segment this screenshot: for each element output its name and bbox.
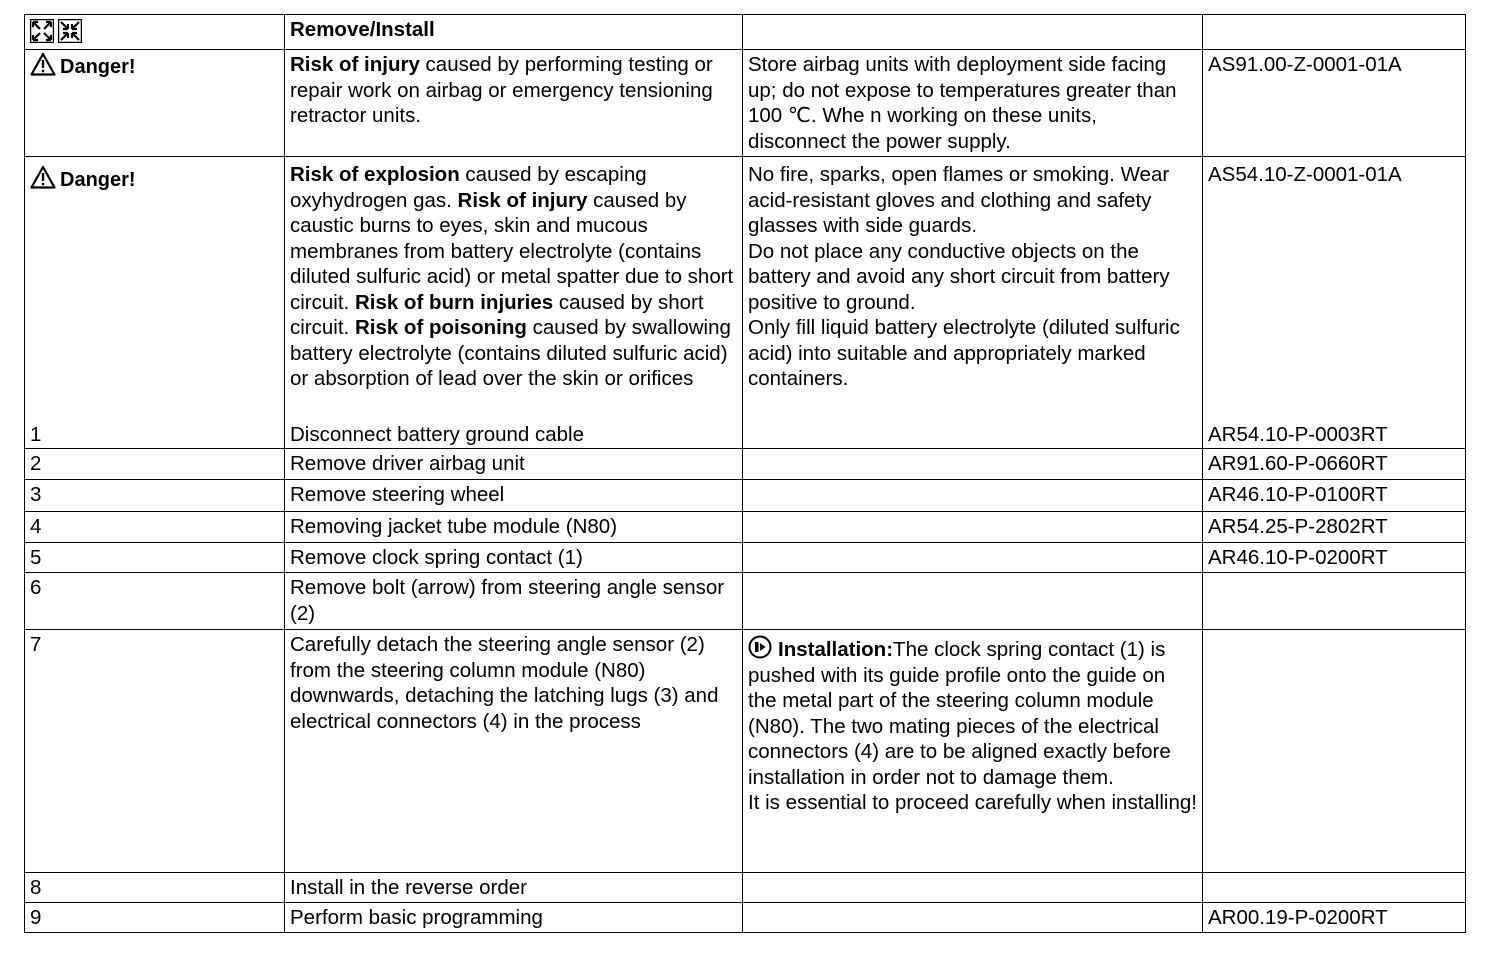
step-text: Install in the reverse order — [285, 873, 743, 903]
step-text: Remove clock spring contact (1) — [285, 543, 743, 573]
step-text: Carefully detach the steering angle sensor (2) from the steering column module (N80) downwards, detaching the latching lugs (3) and electrical connectors (4) in the process — [285, 630, 743, 873]
step-text: Remove bolt (arrow) from steering angle sensor (2) — [285, 573, 743, 630]
step-text: Perform basic programming — [285, 903, 743, 933]
step-number: 3 — [25, 480, 285, 512]
step-reference-link[interactable]: AR46.10-P-0100RT — [1203, 480, 1466, 512]
step-row — [25, 449, 1466, 480]
step-reference-link[interactable]: AR91.60-P-0660RT — [1203, 449, 1466, 480]
hazard-measures: No fire, sparks, open flames or smoking. Wear acid-resistant gloves and clothing and safety glasses with side guards. Do not place any conductive objects on the battery and avoid any short circuit from battery positive to ground. Only fill liquid battery electrolyte (diluted sulfuric acid) into suitable and appropriately marked containers. — [743, 157, 1203, 449]
hazard-label-cell — [25, 50, 285, 157]
collapse-arrows-icon[interactable] — [58, 19, 82, 43]
step-reference-link[interactable]: AR54.25-P-2802RT — [1203, 512, 1466, 543]
step-number: 9 — [25, 903, 285, 933]
warning-triangle-icon — [30, 52, 56, 76]
hazard-description: Risk of explosion caused by escaping oxyhydrogen gas. Risk of injury caused by caustic burns to eyes, skin and mucous membranes from battery electrolyte (contains diluted sulfuric acid) or metal spatter due to short circuit. Risk of burn injuries caused by short circuit. Risk of poisoning caused by swallowing battery electrolyte (contains diluted sulfuric acid) or absorption of lead over the skin or orifices Disconnect battery ground cable — [285, 157, 743, 449]
step-reference-link[interactable]: AR46.10-P-0200RT — [1203, 543, 1466, 573]
page-title: Remove/Install — [285, 15, 743, 50]
expand-arrows-icon[interactable] — [30, 19, 54, 43]
installation-text: The clock spring contact (1) is pushed with its guide profile onto the guide on the metal part of the steering column module (N80). The two mating pieces of the electrical connectors (4) are to be aligned exactly before installation in order not to damage them. — [748, 638, 1171, 789]
step-reference-link — [1203, 573, 1466, 630]
step-reference-link — [1203, 873, 1466, 903]
step-row — [25, 480, 1466, 512]
installation-note — [743, 630, 1203, 873]
hazard-measures: Store airbag units with deployment side facing up; do not expose to temperatures greater than 100 ℃. Whe n working on these units, disconnect the power supply. — [743, 50, 1203, 157]
step-number: 8 — [25, 873, 285, 903]
hazard-reference: AS54.10-Z-0001-01A AR54.10-P-0003RT — [1203, 157, 1466, 449]
installation-label: Installation: — [778, 638, 894, 661]
step-number: 5 — [25, 543, 285, 573]
step-number: 1 — [30, 422, 42, 446]
procedure-table — [24, 14, 1466, 933]
danger-label: Danger! — [60, 169, 136, 191]
step-row — [25, 512, 1466, 543]
header-icons-cell — [25, 15, 285, 50]
step-number: 6 — [25, 573, 285, 630]
step-row — [25, 573, 1466, 630]
step-row — [25, 543, 1466, 573]
step-number: 4 — [25, 512, 285, 543]
step-text: Remove driver airbag unit — [285, 449, 743, 480]
step-reference-link[interactable]: AR00.19-P-0200RT — [1203, 903, 1466, 933]
installation-icon — [748, 635, 772, 659]
step-row — [25, 873, 1466, 903]
hazard-row — [25, 50, 1466, 157]
step-reference-link[interactable]: AR54.10-P-0003RT — [1208, 422, 1388, 446]
hazard-label-cell — [25, 157, 285, 449]
step-number: 2 — [25, 449, 285, 480]
hazard-reference[interactable]: AS91.00-Z-0001-01A — [1203, 50, 1466, 157]
step-text: Removing jacket tube module (N80) — [285, 512, 743, 543]
step-number: 7 — [25, 630, 285, 873]
header-row — [25, 15, 1466, 50]
hazard-row — [25, 157, 1466, 449]
hazard-description: Risk of injury caused by performing testing or repair work on airbag or emergency tensioning retractor units. — [285, 50, 743, 157]
step-row — [25, 903, 1466, 933]
step-text: Remove steering wheel — [285, 480, 743, 512]
step-text: Disconnect battery ground cable — [290, 422, 585, 446]
installation-text-2: It is essential to proceed carefully when installing! — [748, 791, 1197, 814]
danger-label: Danger! — [60, 56, 136, 78]
warning-triangle-icon — [30, 165, 56, 189]
step-row — [25, 630, 1466, 873]
step-reference-link — [1203, 630, 1466, 873]
